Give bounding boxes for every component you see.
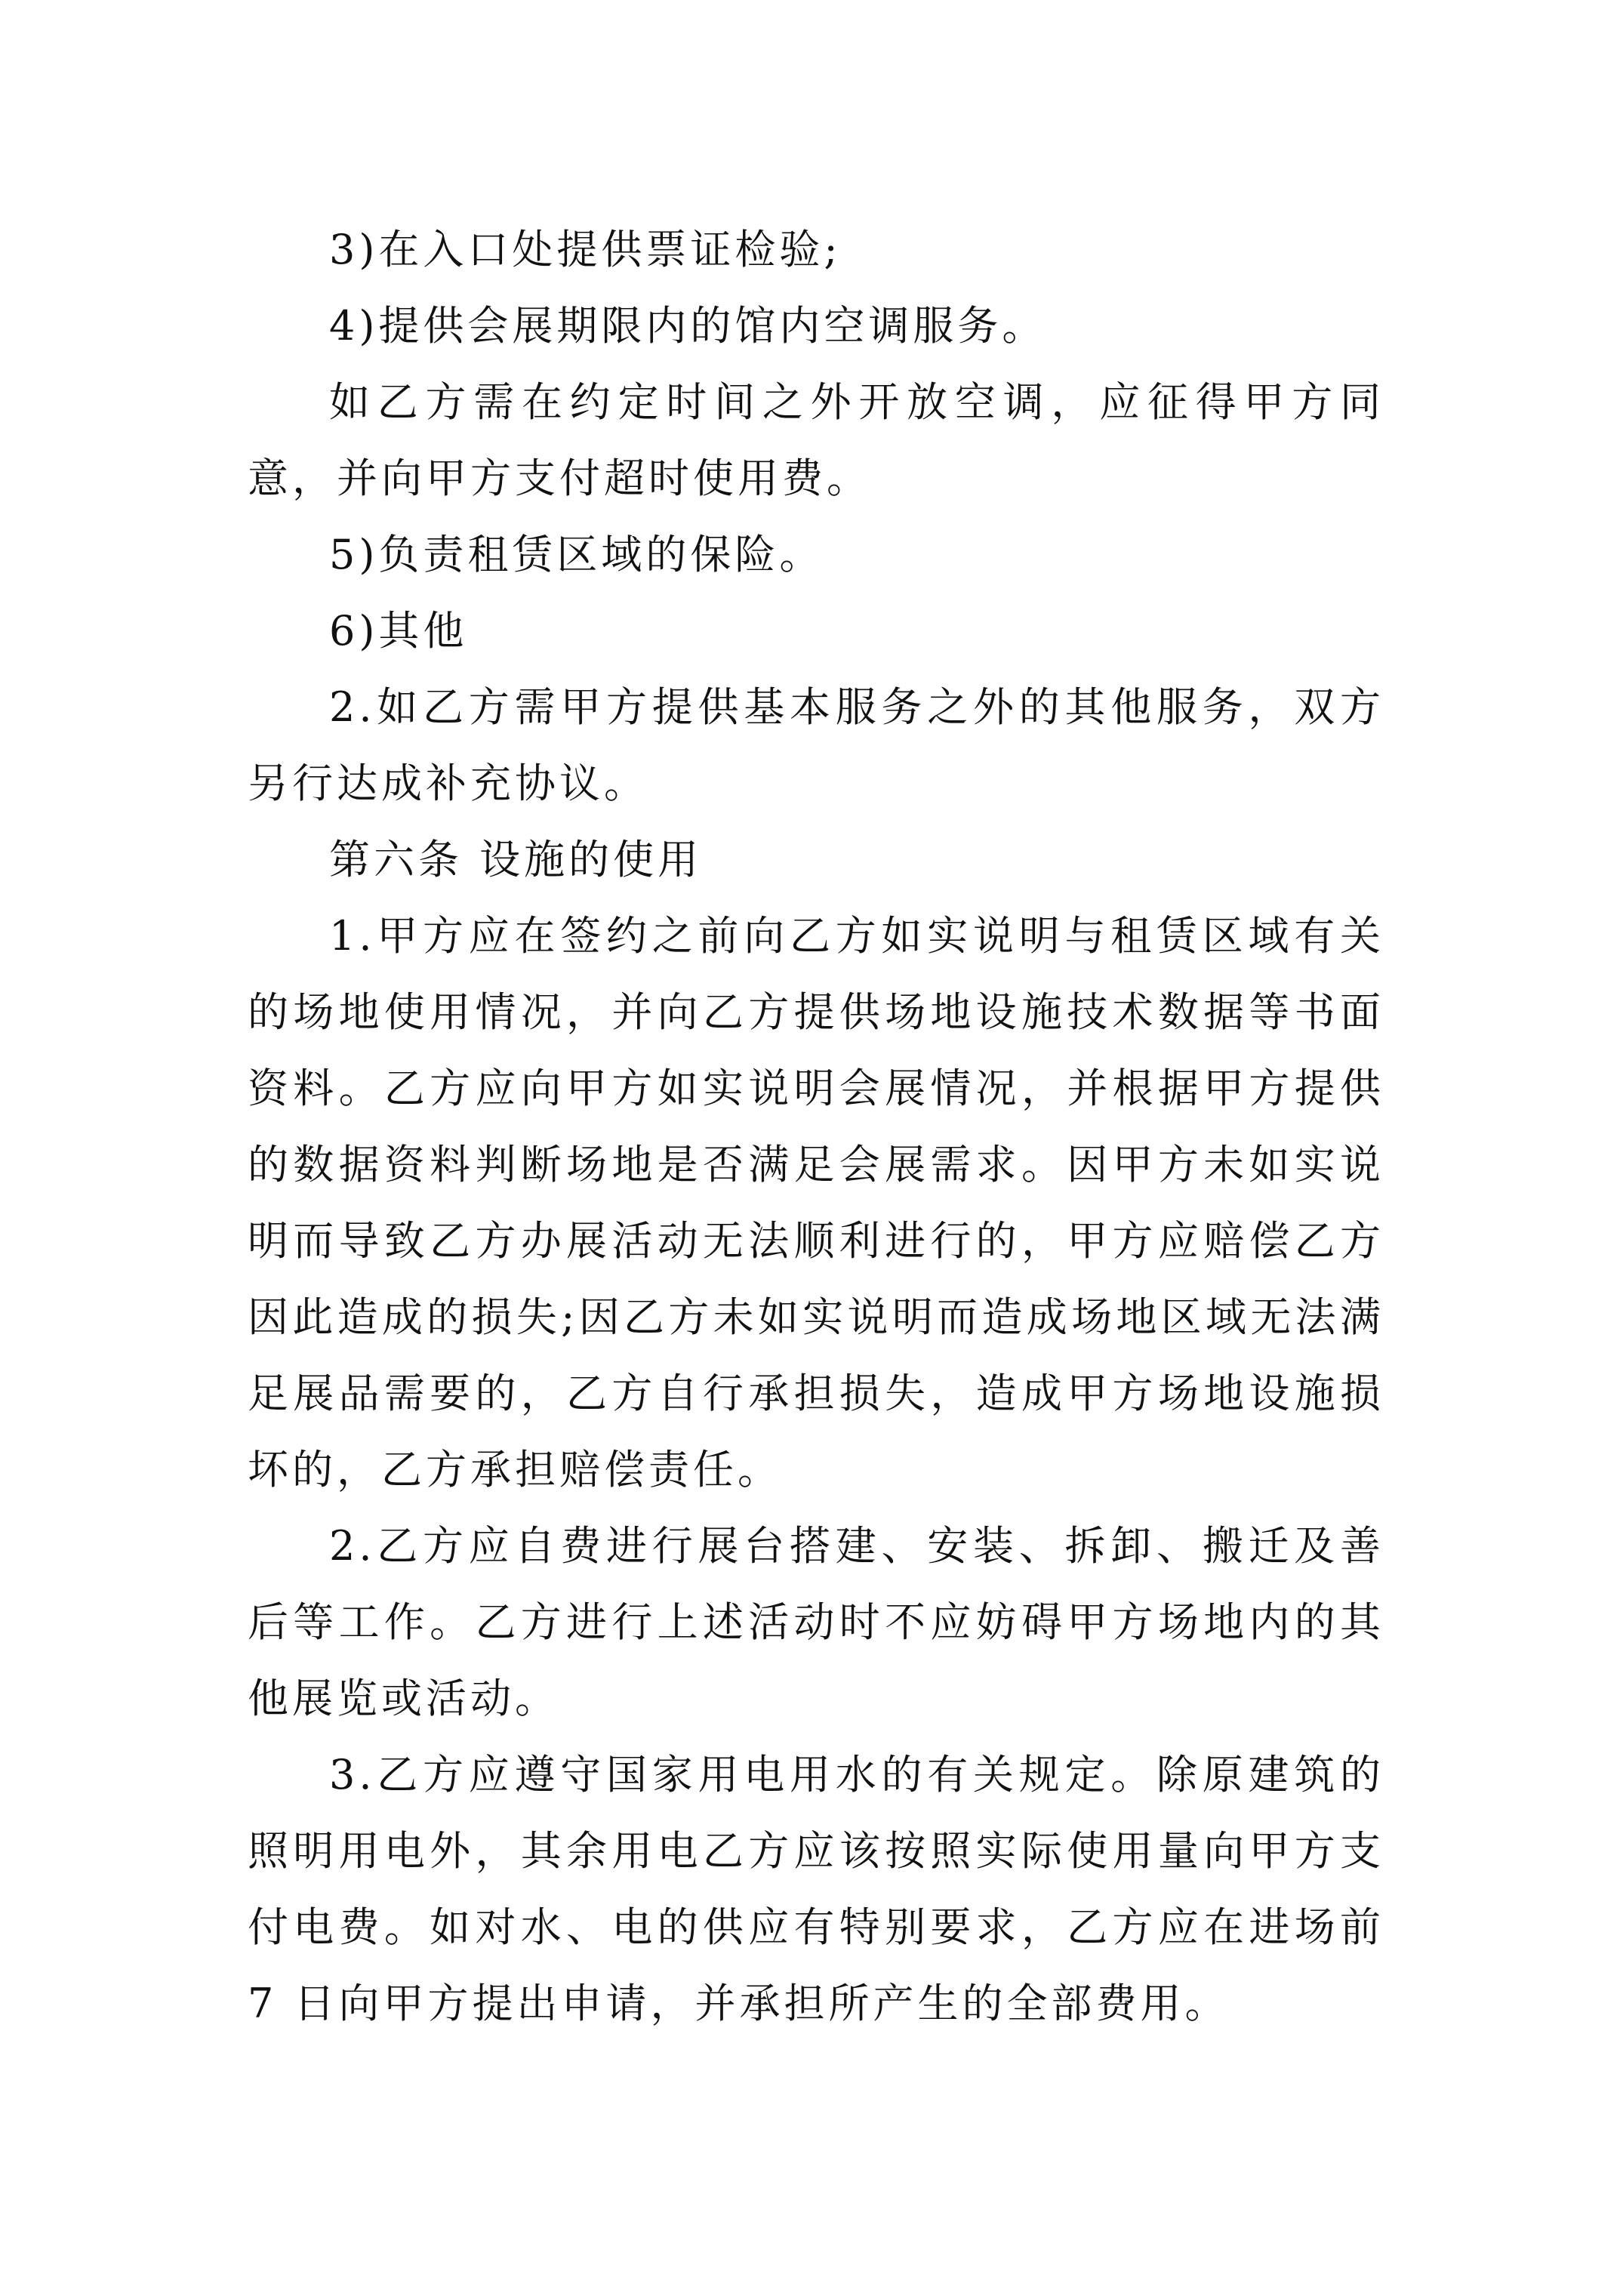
section-heading: 第六条 设施的使用 (329, 836, 703, 883)
paragraph-facility-2: 2.乙方应自费进行展台搭建、安装、拆卸、搬迁及善后等工作。乙方进行上述活动时不应妨碍甲方场地内的其他展览或活动。 (248, 1522, 1384, 1722)
paragraph-facility-3: 3.乙方应遵守国家用电用水的有关规定。除原建筑的照明用电外，其余用电乙方应该按照实际使用量向甲方支付电费。如对水、电的供应有特别要求，乙方应在进场前 7 日向甲方提出申请，并承担所产生的全部费用。 (248, 1751, 1384, 2027)
paragraph-item-4: 4)提供会展期限内的馆内空调服务。 (329, 302, 1047, 350)
paragraph-item-5: 5)负责租赁区域的保险。 (329, 531, 824, 578)
paragraph-item-6: 6)其他 (329, 607, 468, 655)
document-body (248, 211, 1384, 2042)
paragraph-clause-2: 2.如乙方需甲方提供基本服务之外的其他服务，双方另行达成补充协议。 (248, 683, 1384, 807)
paragraph-facility-1: 1.甲方应在签约之前向乙方如实说明与租赁区域有关的场地使用情况，并向乙方提供场地设施技术数据等书面资料。乙方应向甲方如实说明会展情况，并根据甲方提供的数据资料判断场地是否满足会展需求。因甲方未如实说明而导致乙方办展活动无法顺利进行的，甲方应赔偿乙方因此造成的损失;因乙方未如实说明而造成场地区域无法满足展品需要的，乙方自行承担损失，造成甲方场地设施损坏的，乙方承担赔偿责任。 (248, 912, 1384, 1493)
paragraph-item-3: 3)在入口处提供票证检验; (329, 226, 842, 273)
paragraph-aircon-note: 如乙方需在约定时间之外开放空调，应征得甲方同意，并向甲方支付超时使用费。 (248, 378, 1384, 502)
